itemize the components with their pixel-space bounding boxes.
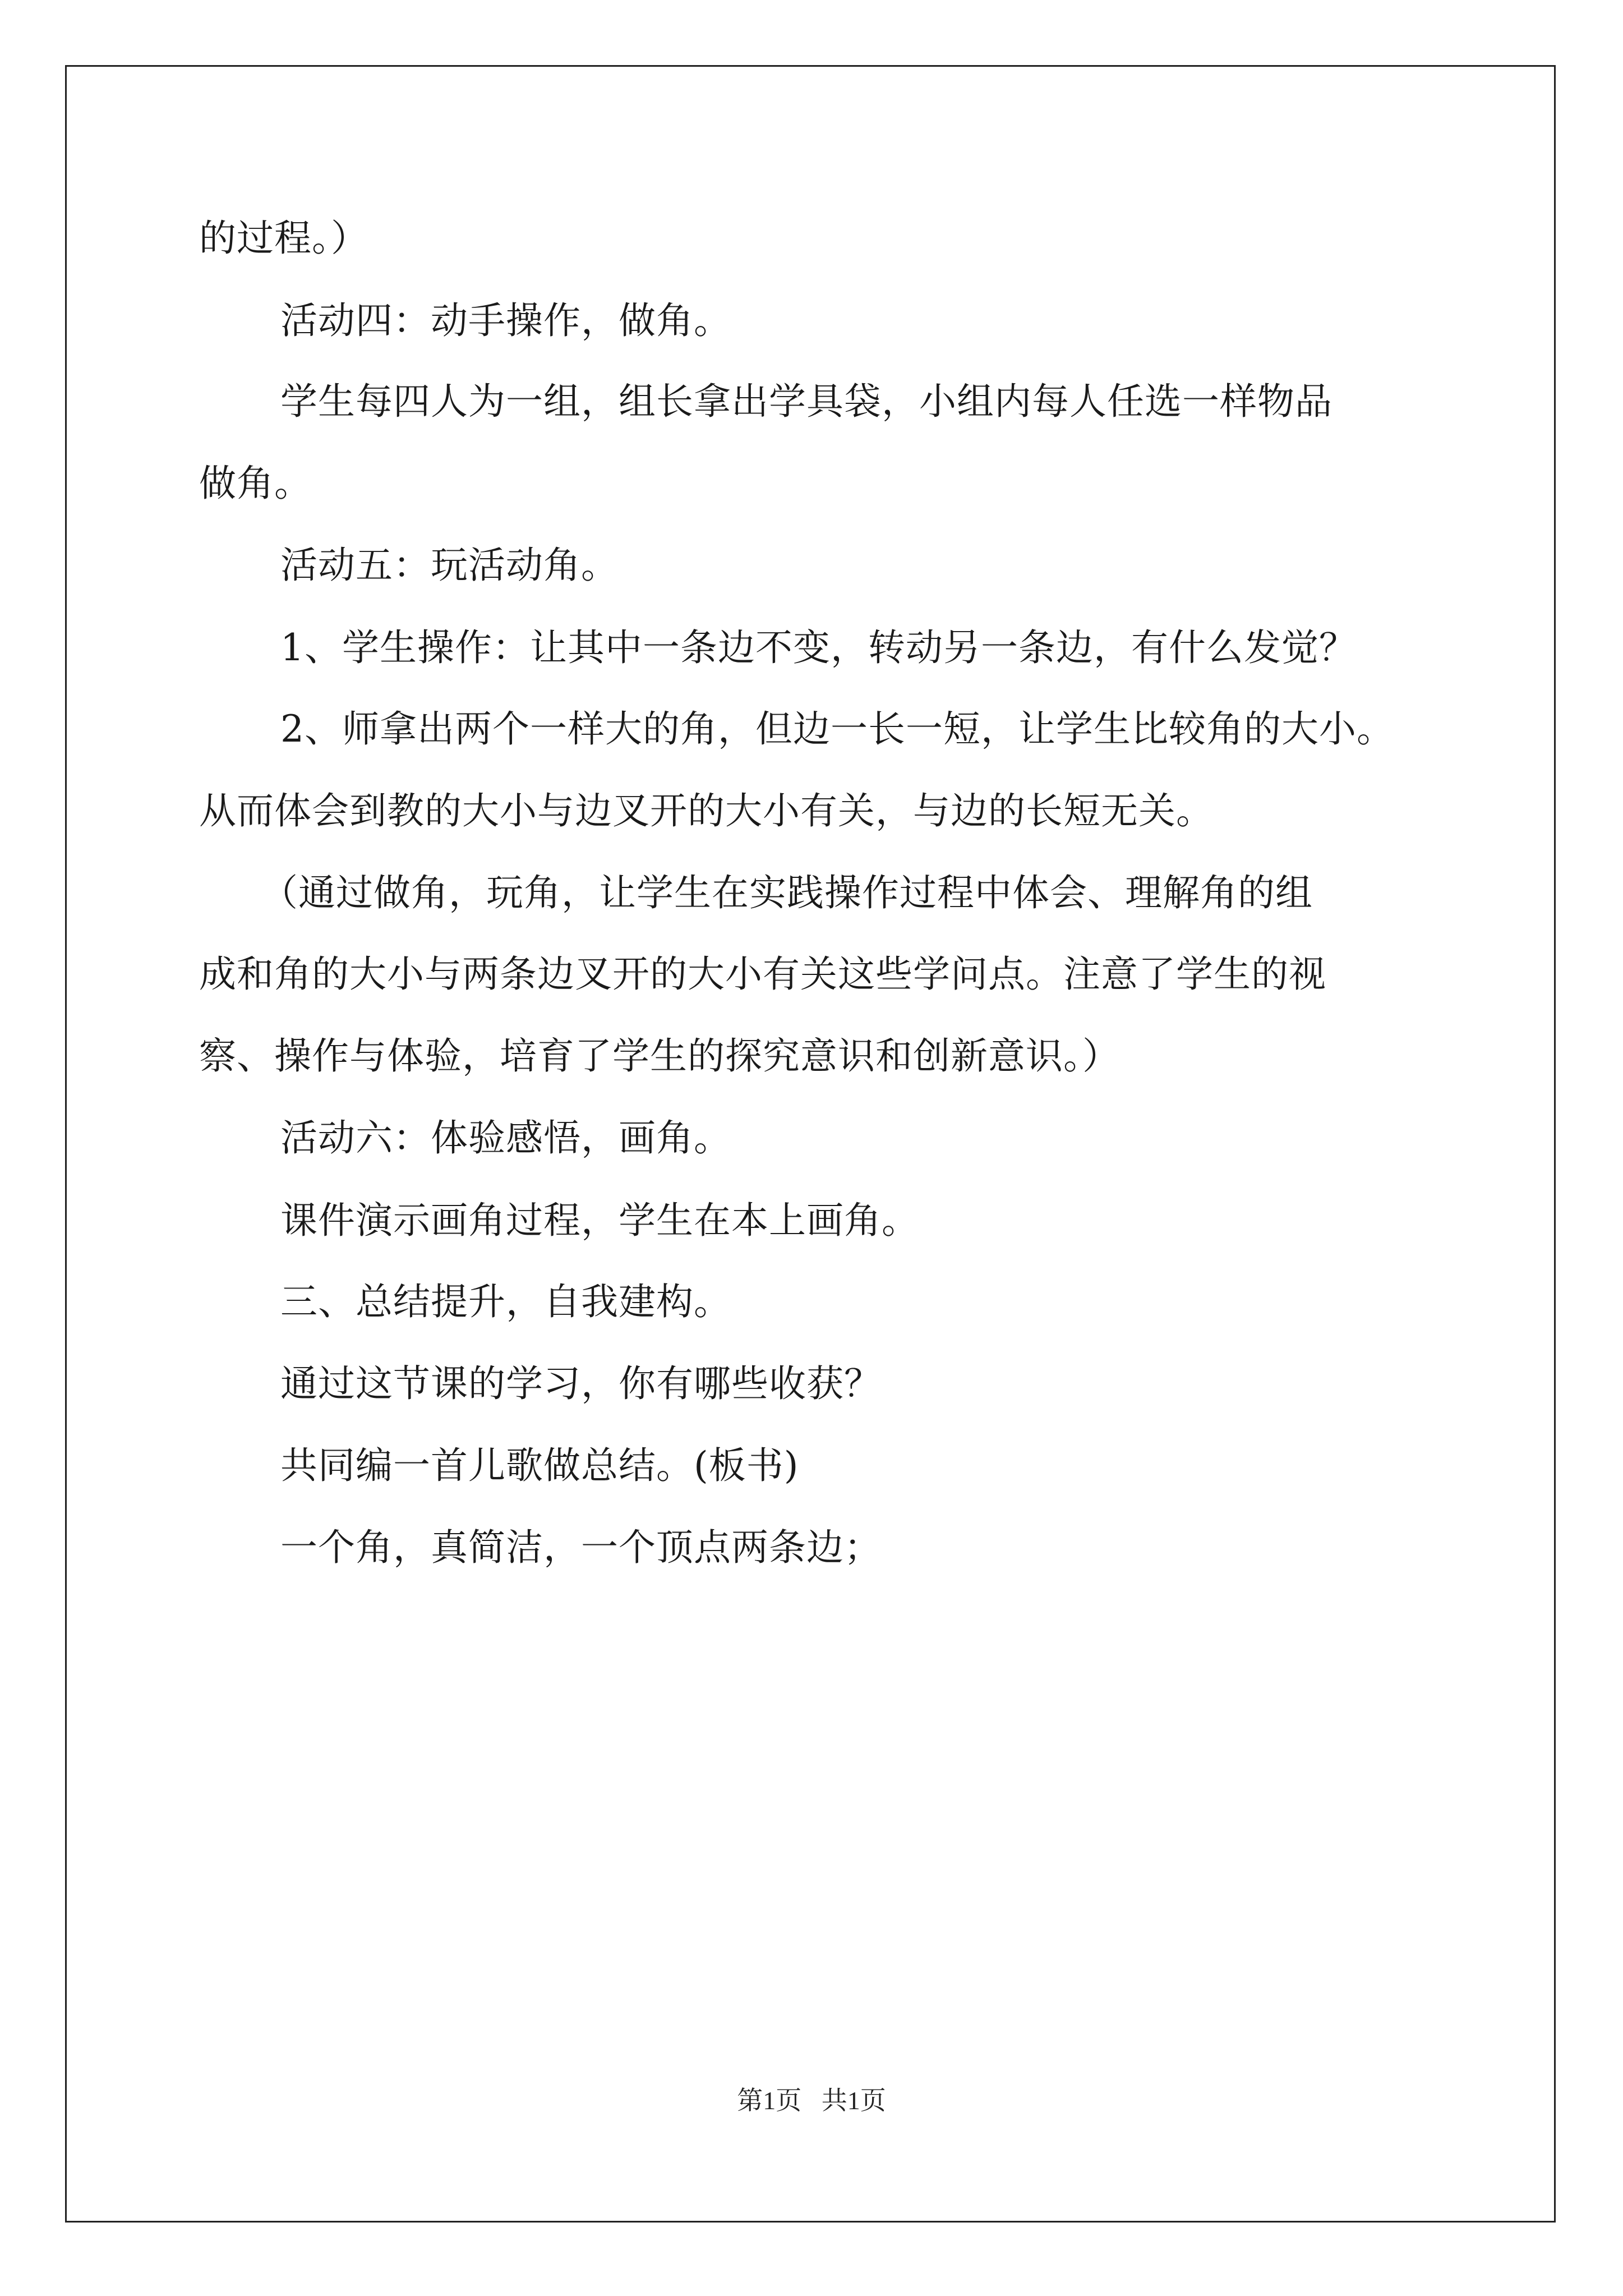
text-line: 一个角，真简洁，一个顶点两条边； [280, 1526, 882, 1569]
text-line: 的过程。） [199, 217, 368, 260]
text-line: 做角。 [199, 462, 312, 505]
text-line: 活动四：动手操作，做角。 [280, 299, 731, 342]
text-line: 活动五：玩活动角。 [280, 544, 619, 587]
text-line: 1、学生操作：让其中一条边不变，转动另一条边，有什么发觉？ [280, 626, 1357, 669]
text-line: 通过这节课的学习，你有哪些收获？ [280, 1362, 882, 1405]
text-line: 从而体会到教的大小与边叉开的大小有关，与边的长短无关。 [199, 789, 1214, 832]
text-line: 活动六：体验感悟，画角。 [280, 1116, 731, 1159]
text-line: 学生每四人为一组，组长拿出学具袋，小组内每人任选一样物品 [280, 380, 1332, 423]
text-line: 课件演示画角过程，学生在本上画角。 [280, 1199, 919, 1242]
text-line: （通过做角，玩角，让学生在实践操作过程中体会、理解角的组 [261, 871, 1313, 914]
text-line: 三、总结提升，自我建构。 [280, 1280, 731, 1323]
text-line: 共同编一首儿歌做总结。(板书) [280, 1444, 799, 1487]
page-number-total: 共1页 [821, 2086, 886, 2115]
text-line: 2、师拿出两个一样大的角，但边一长一短，让学生比较角的大小。 [280, 707, 1394, 751]
text-line: 察、操作与体验，培育了学生的探究意识和创新意识。） [199, 1034, 1120, 1078]
page-number-current: 第1页 [737, 2086, 802, 2115]
page-footer [0, 2084, 1623, 2118]
text-line: 成和角的大小与两条边叉开的大小有关这些学问点。注意了学生的视 [199, 953, 1326, 996]
